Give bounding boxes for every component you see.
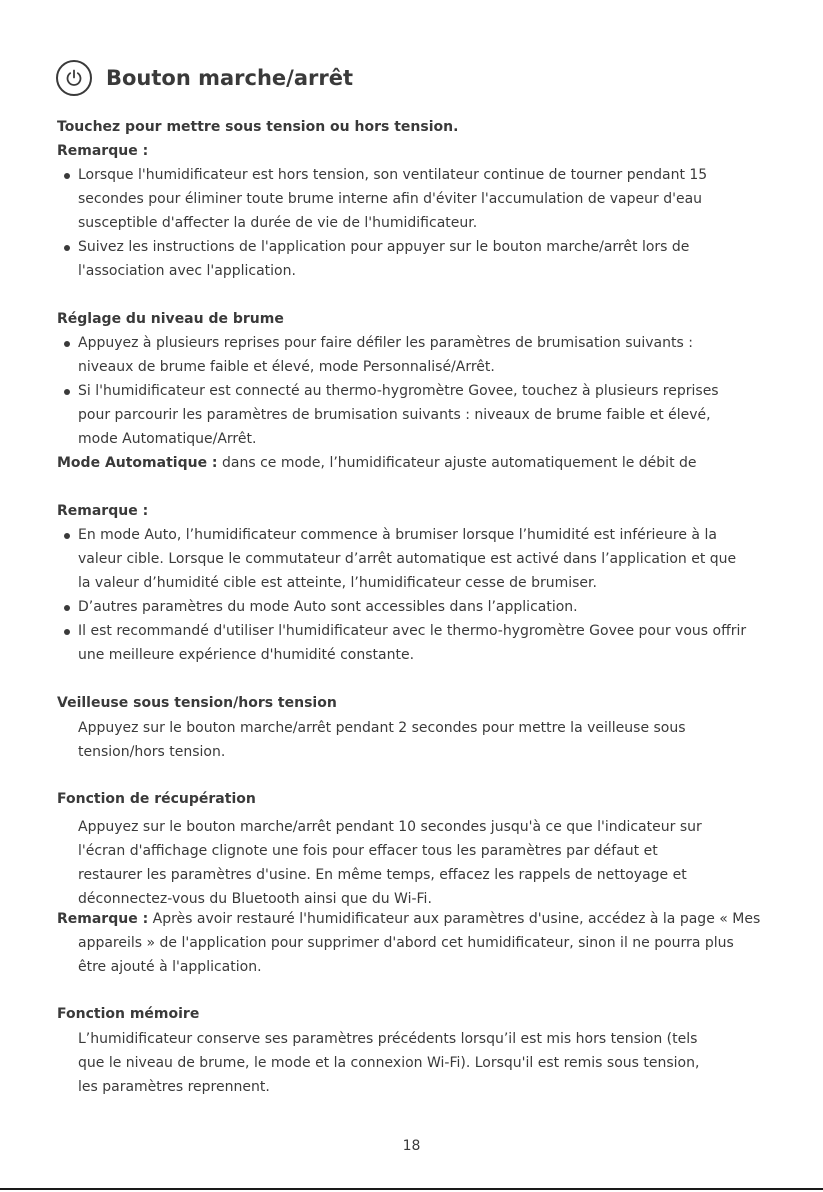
paragraph-line: L’humidificateur conserve ses paramètres précédents lorsqu’il est mis hors tension (tels (78, 1031, 698, 1047)
paragraph-line: que le niveau de brume, le mode et la connexion Wi-Fi). Lorsqu'il est remis sous tension, (78, 1055, 700, 1071)
remark-label: Remarque : (57, 911, 149, 927)
reset-remark-paragraph (57, 907, 760, 931)
paragraph-line: tension/hors tension. (78, 744, 226, 760)
list-item-line: pour parcourir les paramètres de brumisation suivants : niveaux de brume faible et élevé, (78, 407, 711, 423)
paragraph-line: être ajouté à l'application. (78, 959, 262, 975)
remark-label: Remarque : (57, 503, 149, 519)
page-number: 18 (402, 1138, 421, 1154)
section-title-row (56, 58, 353, 98)
auto-mode-label: Mode Automatique : (57, 455, 218, 471)
page-title: Bouton marche/arrêt (106, 66, 353, 90)
list-item: D’autres paramètres du mode Auto sont accessibles dans l’application. (78, 595, 578, 619)
list-item: Suivez les instructions de l'application pour appuyer sur le bouton marche/arrêt lors de (78, 235, 689, 259)
section-heading: Fonction mémoire (57, 1006, 200, 1022)
bottom-rule (0, 1188, 823, 1190)
paragraph-line: Appuyez sur le bouton marche/arrêt pendant 2 secondes pour mettre la veilleuse sous (78, 720, 686, 736)
list-item: Lorsque l'humidificateur est hors tension, son ventilateur continue de tourner pendant 15 (78, 163, 707, 187)
list-item: En mode Auto, l’humidificateur commence à brumiser lorsque l’humidité est inférieure à la (78, 523, 717, 547)
list-item-line: une meilleure expérience d'humidité constante. (78, 647, 415, 663)
remark-label: Remarque : (57, 143, 149, 159)
list-item-line: l'association avec l'application. (78, 263, 296, 279)
section-heading: Réglage du niveau de brume (57, 311, 284, 327)
intro-text: Touchez pour mettre sous tension ou hors tension. (57, 119, 459, 135)
list-item-line: secondes pour éliminer toute brume interne afin d'éviter l'accumulation de vapeur d'eau (78, 191, 703, 207)
power-icon (56, 60, 92, 96)
paragraph-line: Appuyez sur le bouton marche/arrêt pendant 10 secondes jusqu'à ce que l'indicateur sur (78, 819, 702, 835)
list-item-line: la valeur d’humidité cible est atteinte, l’humidificateur cesse de brumiser. (78, 575, 597, 591)
list-item-line: susceptible d'affecter la durée de vie de l'humidificateur. (78, 215, 478, 231)
paragraph-line: l'écran d'affichage clignote une fois pour effacer tous les paramètres par défaut et (78, 843, 658, 859)
list-item: Si l'humidificateur est connecté au thermo-hygromètre Govee, touchez à plusieurs reprises (78, 379, 719, 403)
list-item: Il est recommandé d'utiliser l'humidificateur avec le thermo-hygromètre Govee pour vous offrir (78, 619, 746, 643)
paragraph-line: restaurer les paramètres d'usine. En même temps, effacez les rappels de nettoyage et (78, 867, 687, 883)
auto-mode-text: dans ce mode, l’humidificateur ajuste automatiquement le débit de (217, 455, 697, 471)
paragraph-line: appareils » de l'application pour supprimer d'abord cet humidificateur, sinon il ne pourra plus (78, 935, 734, 951)
section-heading: Fonction de récupération (57, 791, 256, 807)
remark-text: Après avoir restauré l'humidificateur aux paramètres d'usine, accédez à la page « Mes (148, 911, 761, 927)
list-item-line: valeur cible. Lorsque le commutateur d’arrêt automatique est activé dans l’application et que (78, 551, 737, 567)
list-item-line: niveaux de brume faible et élevé, mode Personnalisé/Arrêt. (78, 359, 495, 375)
list-item-line: mode Automatique/Arrêt. (78, 431, 257, 447)
auto-mode-paragraph (57, 451, 697, 475)
section-heading: Veilleuse sous tension/hors tension (57, 695, 337, 711)
paragraph-line: déconnectez-vous du Bluetooth ainsi que du Wi-Fi. (78, 891, 432, 907)
paragraph-line: les paramètres reprennent. (78, 1079, 270, 1095)
list-item: Appuyez à plusieurs reprises pour faire défiler les paramètres de brumisation suivants : (78, 331, 693, 355)
